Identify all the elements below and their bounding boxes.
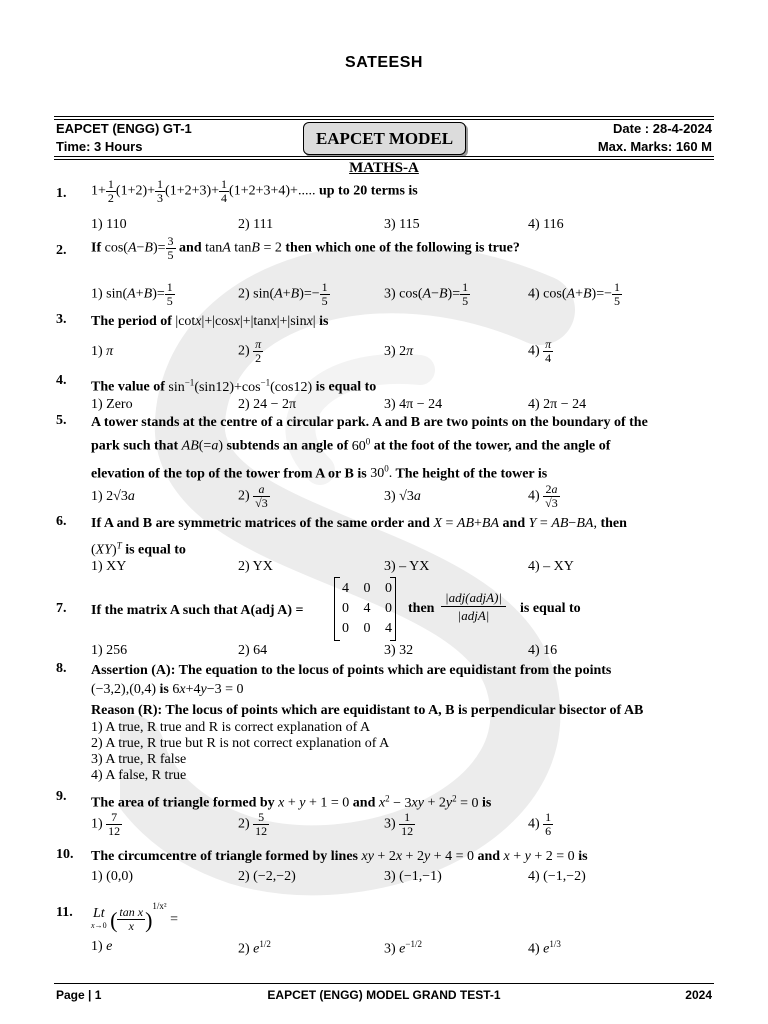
model-badge: EAPCET MODEL [303,122,466,155]
question-text: 1+ $\frac{1}{2}$ (1+2)+ $\frac{1}{3}$ (1+2+3)+ $\frac{1}{4}$ (1+2+3+4)+..... up to 20 terms is [91,177,418,205]
question-text: If cos(A−B)= $\frac{3}{5}$ and tanA tanB = 2 then which one of the following is true? [91,234,520,262]
options [91,939,716,959]
question-number: 4. [56,373,67,388]
question-number: 8. [56,661,67,676]
question-text: A tower stands at the centre of a circular park. A and B are two points on the boundary of the park such that AB(=a) subtends an angle of $60^0$ at the foot of the tower, and the angle of elevation of the top of the tower from A or B is $30^0$. The height of the tower is [91,415,648,482]
option-4[interactable]: 4) (−1,−2) [528,869,586,884]
option-4[interactable]: 4) $e^{1/3}$ [528,939,561,957]
option-4[interactable]: 4) $\frac{\pi}{4}$ [528,337,552,365]
option-4[interactable]: 4) 2π − 24 [528,397,587,412]
option-4[interactable]: 4) – XY [528,559,574,574]
option-2[interactable]: 2) YX [238,559,273,574]
exam-info [56,120,192,156]
option-1[interactable]: 1) sin(A+B)= $\frac{1}{5}$ [91,280,173,308]
option-1[interactable]: 1) 256 [91,643,128,658]
option-3[interactable]: 3) 2π [384,344,414,359]
options [91,810,716,838]
option-3[interactable]: 3) – YX [384,559,430,574]
option-1[interactable]: 1) π [91,344,114,359]
question-number: 10. [56,847,74,862]
option-4[interactable]: 4) 16 [528,643,558,658]
option-1[interactable]: 1) 110 [91,217,127,232]
option-2[interactable]: 2) $\frac{\pi}{2}$ [238,337,262,365]
max-marks: Max. Marks: 160 M [597,139,712,154]
option-2[interactable]: 2) $e^{1/2}$ [238,939,271,957]
options [91,217,716,237]
option-4[interactable]: 4) $\frac{1}{6}$ [528,810,552,838]
footer-year: 2024 [685,988,712,1002]
exam-meta [598,120,712,156]
section-title: MATHS-A [349,160,419,176]
option-4[interactable]: 4) $\frac{2a}{√3}$ [528,482,558,510]
question-number: 11. [56,905,73,920]
option-3[interactable]: 3) 4π − 24 [384,397,443,412]
option-3[interactable]: 3) √3a [384,489,421,504]
footer-title: EAPCET (ENGG) MODEL GRAND TEST-1 [267,988,501,1002]
option-3[interactable]: 3) cos(A−B)= $\frac{1}{5}$ [384,280,469,308]
option-2[interactable]: 2) $\frac{5}{12}$ [238,810,268,838]
option-1[interactable]: 1) Zero [91,397,133,412]
options [91,280,716,308]
question-text: The circumcentre of triangle formed by lines xy + 2x + 2y + 4 = 0 and x + y + 2 = 0 is [91,849,588,864]
option-2[interactable]: 2) $\frac{a}{√3}$ [238,482,268,510]
option-3[interactable]: 3) (−1,−1) [384,869,442,884]
question-number: 9. [56,789,67,804]
options [91,643,716,663]
option-4[interactable]: 4) A false, R true [91,768,187,783]
option-4[interactable]: 4) cos(A+B)=− $\frac{1}{5}$ [528,280,620,308]
options [91,337,716,365]
option-1[interactable]: 1) e [91,939,113,954]
question-number: 3. [56,312,67,327]
option-4[interactable]: 4) 116 [528,217,564,232]
question-number: 1. [56,186,67,201]
option-3[interactable]: 3) 32 [384,643,414,658]
question-number: 5. [56,413,67,428]
question-text: The period of |cotx|+|cosx|+|tanx|+|sinx| is [91,314,329,329]
exam-date: Date : 28-4-2024 [613,121,712,136]
option-1[interactable]: 1) A true, R true and R is correct explanation of A [91,720,371,735]
option-2[interactable]: 2) (−2,−2) [238,869,296,884]
exam-name: EAPCET (ENGG) GT-1 [56,121,192,136]
options [91,482,716,510]
author-title: SATEESH [345,54,423,71]
question-text: The value of $\sin^{-1}(\sin 12)+\cos^{-1}(\cos 12)$ is equal to [91,377,377,395]
fraction-adj: $\frac{\text{|adj(adjA)|}}{\text{|adjA|}}$ [441,589,506,624]
option-1[interactable]: 1) $\frac{7}{12}$ [91,810,121,838]
options [91,869,716,889]
exam-time: Time: 3 Hours [56,139,143,154]
option-3[interactable]: 3) $e^{-1/2}$ [384,939,422,957]
question-text: Lt x→0 ( $\frac{\text{tan x}}{x}$ )$^{1/x^2}$ = [91,901,178,934]
option-3[interactable]: 3) $\frac{1}{12}$ [384,810,414,838]
matrix: 4 0 0 0 4 0 0 0 4 [334,577,396,641]
question-number: 6. [56,514,67,529]
question-number: 7. [56,601,67,616]
question-text: If the matrix A such that A(adj A) = [91,603,304,618]
question-text: If A and B are symmetric matrices of the same order and X = AB+BA and Y = AB−BA, then (XY)$^T$ is equal to [91,516,627,558]
question-text: Assertion (A): The equation to the locus of points which are equidistant from the points (−3,2),(0,4) is 6x+4y−3 = 0 Reason (R): The locus of points which are equidistant to A, B is perpendicular bisector of AB [91,663,644,718]
option-2[interactable]: 2) 111 [238,217,274,232]
page-number: Page | 1 [56,988,102,1002]
option-2[interactable]: 2) A true, R true but R is not correct explanation of A [91,736,390,751]
option-1[interactable]: 1) XY [91,559,127,574]
option-2[interactable]: 2) 24 − 2π [238,397,297,412]
option-1[interactable]: 1) (0,0) [91,869,133,884]
question-text: The area of triangle formed by x + y + 1 = 0 and $x^2 - 3xy + 2y^2 = 0$ is [91,793,492,811]
options [91,720,389,784]
options [91,559,716,579]
footer-rule [54,983,714,984]
option-2[interactable]: 2) sin(A+B)=− $\frac{1}{5}$ [238,280,328,308]
option-3[interactable]: 3) A true, R false [91,752,187,767]
question-number: 2. [56,243,67,258]
option-1[interactable]: 1) 2√3a [91,489,135,504]
option-3[interactable]: 3) 115 [384,217,420,232]
option-2[interactable]: 2) 64 [238,643,268,658]
